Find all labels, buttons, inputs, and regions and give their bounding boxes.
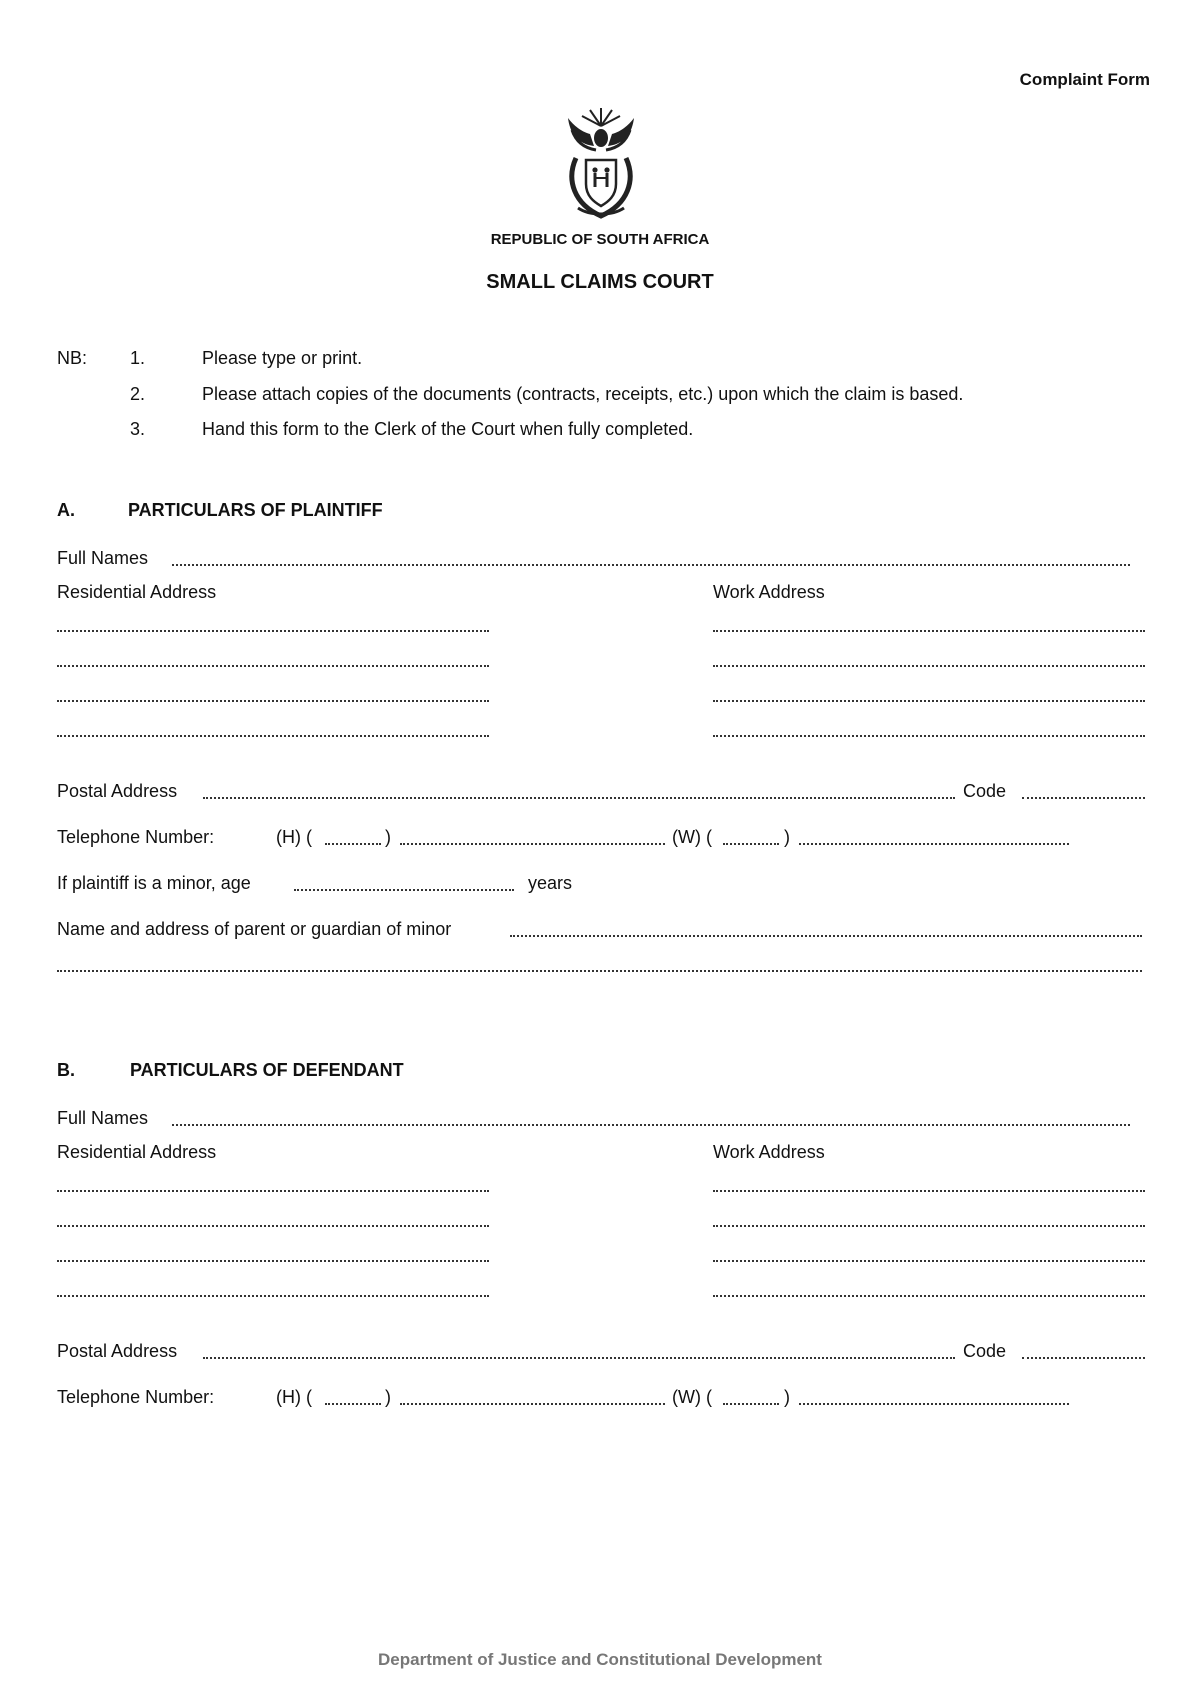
plaintiff-postal-label: Postal Address bbox=[57, 781, 178, 801]
footer-department: Department of Justice and Constitutional Development bbox=[378, 1650, 822, 1669]
defendant-work-line[interactable] bbox=[713, 1213, 1145, 1227]
plaintiff-residential-label: Residential Address bbox=[57, 582, 217, 602]
defendant-work-label: Work Address bbox=[713, 1142, 825, 1162]
defendant-home-close-paren: ) bbox=[385, 1387, 391, 1407]
defendant-residential-line[interactable] bbox=[57, 1283, 489, 1297]
section-b-letter: B. bbox=[57, 1060, 75, 1080]
defendant-code-field[interactable] bbox=[1022, 1345, 1145, 1359]
note-number-1: 1. bbox=[130, 348, 146, 368]
defendant-code-label: Code bbox=[963, 1341, 1007, 1361]
plaintiff-postal-field[interactable] bbox=[203, 785, 955, 799]
plaintiff-guardian-field[interactable] bbox=[510, 923, 1142, 937]
defendant-work-line[interactable] bbox=[713, 1283, 1145, 1297]
note-number-3: 3. bbox=[130, 419, 146, 439]
defendant-home-area-code-field[interactable] bbox=[325, 1391, 381, 1405]
defendant-work-line[interactable] bbox=[713, 1248, 1145, 1262]
defendant-telephone-label: Telephone Number: bbox=[57, 1387, 215, 1407]
defendant-home-tel-label: (H) ( bbox=[276, 1387, 312, 1407]
notes-label: NB: bbox=[57, 348, 88, 368]
defendant-home-tel-field[interactable] bbox=[400, 1391, 665, 1405]
note-number-2: 2. bbox=[130, 384, 146, 404]
section-a-letter: A. bbox=[57, 500, 75, 520]
defendant-residential-line[interactable] bbox=[57, 1178, 489, 1192]
plaintiff-home-area-code-field[interactable] bbox=[325, 831, 381, 845]
defendant-work-tel-field[interactable] bbox=[799, 1391, 1069, 1405]
defendant-residential-line[interactable] bbox=[57, 1248, 489, 1262]
defendant-work-area-code-field[interactable] bbox=[723, 1391, 779, 1405]
plaintiff-work-line[interactable] bbox=[713, 653, 1145, 667]
note-text-2: Please attach copies of the documents (contracts, receipts, etc.) upon which the claim is based. bbox=[202, 384, 964, 404]
plaintiff-work-close-paren: ) bbox=[784, 827, 790, 847]
section-b-title: PARTICULARS OF DEFENDANT bbox=[130, 1060, 404, 1080]
republic-title: REPUBLIC OF SOUTH AFRICA bbox=[490, 231, 710, 248]
plaintiff-full-names-field[interactable] bbox=[172, 552, 1130, 566]
plaintiff-residential-line[interactable] bbox=[57, 723, 489, 737]
plaintiff-work-line[interactable] bbox=[713, 618, 1145, 632]
plaintiff-work-tel-label: (W) ( bbox=[672, 827, 712, 847]
plaintiff-code-label: Code bbox=[963, 781, 1007, 801]
defendant-full-names-field[interactable] bbox=[172, 1112, 1130, 1126]
defendant-full-names-label: Full Names bbox=[57, 1108, 149, 1128]
defendant-work-line[interactable] bbox=[713, 1178, 1145, 1192]
plaintiff-work-line[interactable] bbox=[713, 688, 1145, 702]
plaintiff-work-line[interactable] bbox=[713, 723, 1145, 737]
form-title: Complaint Form bbox=[1019, 70, 1150, 89]
plaintiff-years-label: years bbox=[528, 873, 573, 893]
plaintiff-home-close-paren: ) bbox=[385, 827, 391, 847]
coat-of-arms-icon bbox=[560, 104, 642, 220]
defendant-residential-line[interactable] bbox=[57, 1213, 489, 1227]
plaintiff-guardian-label: Name and address of parent or guardian of minor bbox=[57, 919, 452, 939]
plaintiff-residential-line[interactable] bbox=[57, 618, 489, 632]
section-a-title: PARTICULARS OF PLAINTIFF bbox=[128, 500, 383, 520]
plaintiff-home-tel-label: (H) ( bbox=[276, 827, 312, 847]
court-title: SMALL CLAIMS COURT bbox=[486, 271, 714, 293]
defendant-work-close-paren: ) bbox=[784, 1387, 790, 1407]
defendant-work-tel-label: (W) ( bbox=[672, 1387, 712, 1407]
defendant-postal-label: Postal Address bbox=[57, 1341, 178, 1361]
note-text-1: Please type or print. bbox=[202, 348, 363, 368]
plaintiff-telephone-label: Telephone Number: bbox=[57, 827, 215, 847]
plaintiff-work-tel-field[interactable] bbox=[799, 831, 1069, 845]
plaintiff-residential-line[interactable] bbox=[57, 653, 489, 667]
plaintiff-full-names-label: Full Names bbox=[57, 548, 149, 568]
plaintiff-work-area-code-field[interactable] bbox=[723, 831, 779, 845]
note-text-3: Hand this form to the Clerk of the Court when fully completed. bbox=[202, 419, 694, 439]
defendant-postal-field[interactable] bbox=[203, 1345, 955, 1359]
plaintiff-residential-line[interactable] bbox=[57, 688, 489, 702]
plaintiff-minor-age-label: If plaintiff is a minor, age bbox=[57, 873, 251, 893]
plaintiff-guardian-field-line-2[interactable] bbox=[57, 958, 1142, 972]
plaintiff-home-tel-field[interactable] bbox=[400, 831, 665, 845]
plaintiff-minor-age-field[interactable] bbox=[294, 877, 514, 891]
plaintiff-code-field[interactable] bbox=[1022, 785, 1145, 799]
plaintiff-work-label: Work Address bbox=[713, 582, 825, 602]
defendant-residential-label: Residential Address bbox=[57, 1142, 217, 1162]
